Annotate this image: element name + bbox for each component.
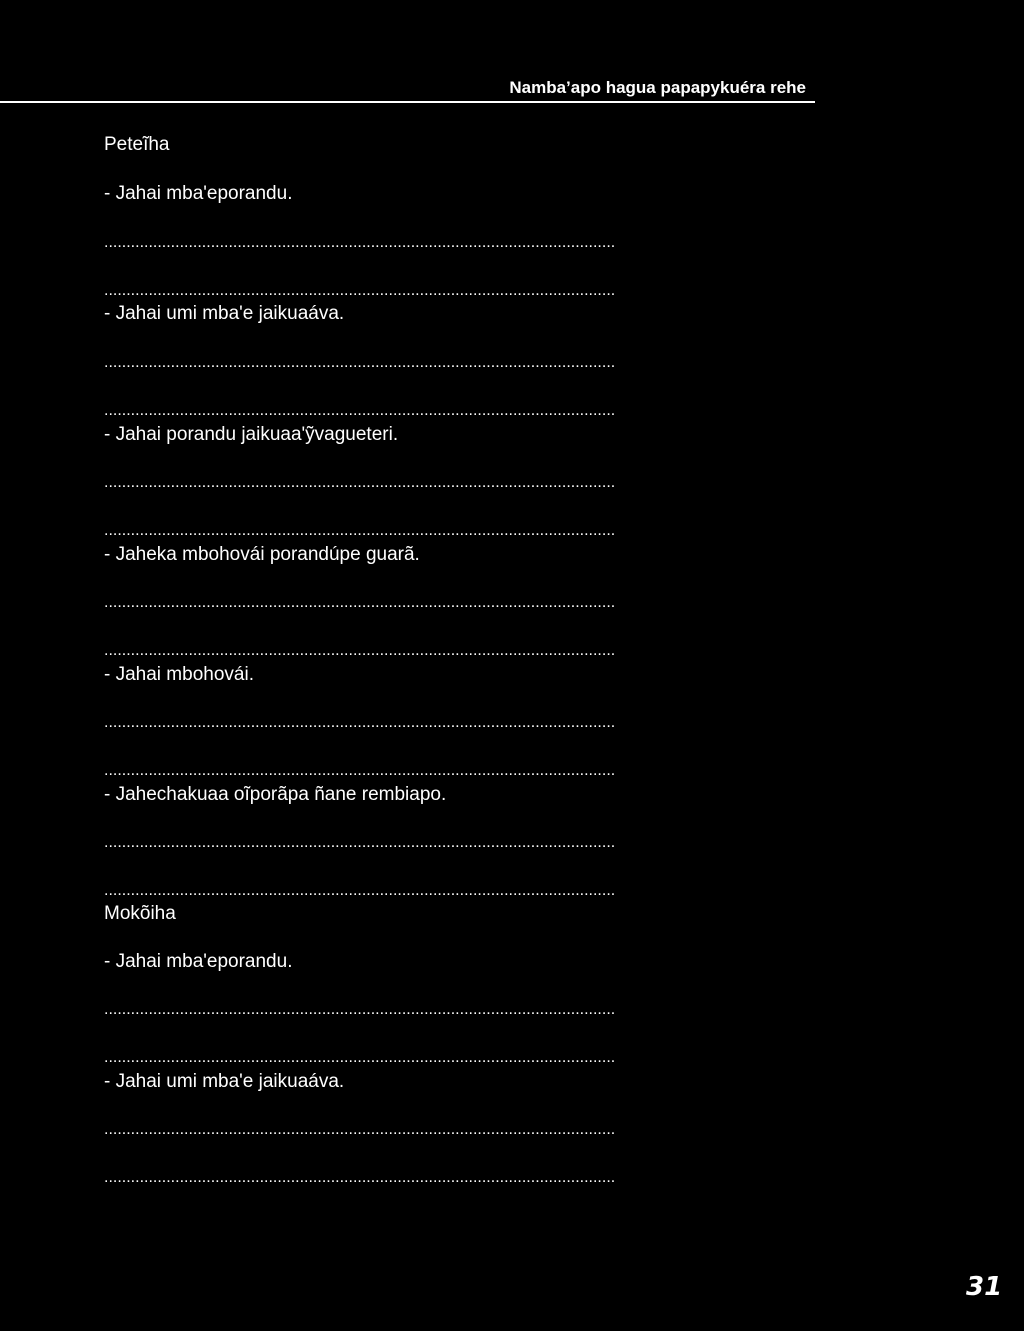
- answer-line: ...................................................................................................................: [104, 882, 616, 899]
- answer-line: ...................................................................................................................: [104, 282, 616, 299]
- answer-line: ...................................................................................................................: [104, 474, 616, 491]
- answer-line: ...................................................................................................................: [104, 522, 616, 539]
- prompt-item: - Jahai mbohovái.: [104, 664, 254, 685]
- answer-line: ...................................................................................................................: [104, 594, 616, 611]
- prompt-item: - Jaheka mbohovái porandúpe guarã.: [104, 544, 420, 565]
- answer-line: ...................................................................................................................: [104, 1169, 616, 1186]
- section-title-first: Peteĩha: [104, 134, 170, 155]
- header-title: Namba’apo hagua papapykuéra rehe: [509, 78, 806, 97]
- answer-line: ...................................................................................................................: [104, 834, 616, 851]
- section-title-second: Mokõiha: [104, 903, 176, 924]
- answer-line: ...................................................................................................................: [104, 354, 616, 371]
- prompt-item: - Jahai umi mba'e jaikuaáva.: [104, 303, 345, 324]
- answer-line: ...................................................................................................................: [104, 762, 616, 779]
- prompt-item: - Jahai umi mba'e jaikuaáva.: [104, 1071, 345, 1092]
- answer-line: ...................................................................................................................: [104, 1001, 616, 1018]
- prompt-item: - Jahai mba'eporandu.: [104, 183, 293, 204]
- page-number: 31: [966, 1272, 1003, 1302]
- answer-line: ...................................................................................................................: [104, 234, 616, 251]
- answer-line: ...................................................................................................................: [104, 1049, 616, 1066]
- answer-line: ...................................................................................................................: [104, 714, 616, 731]
- header-rule: [0, 101, 815, 103]
- answer-line: ...................................................................................................................: [104, 402, 616, 419]
- prompt-item: - Jahechakuaa oĩporãpa ñane rembiapo.: [104, 784, 447, 805]
- answer-line: ...................................................................................................................: [104, 642, 616, 659]
- prompt-item: - Jahai mba'eporandu.: [104, 951, 293, 972]
- answer-line: ...................................................................................................................: [104, 1121, 616, 1138]
- prompt-item: - Jahai porandu jaikuaa'ỹvagueteri.: [104, 424, 399, 445]
